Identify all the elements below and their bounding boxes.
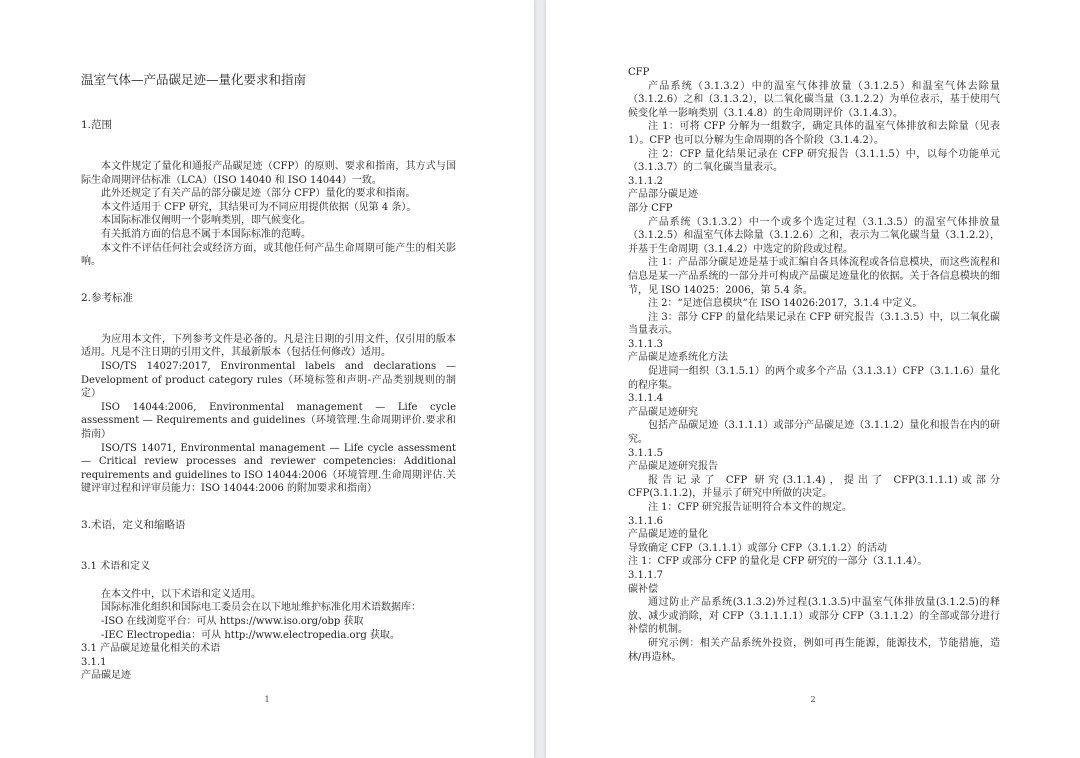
document-title: 温室气体—产品碳足迹—量化要求和指南 [81,72,307,87]
term-line: 3.1.1.2 [628,175,663,187]
section-3-heading: 3.术语，定义和缩略语 [81,518,186,531]
paragraph: 促进同一组织（3.1.5.1）的两个或多个产品（3.1.3.1）CFP（3.1.1.6）量化的程序集。 [628,366,1000,391]
term-line: 3.1.1.6 [628,515,663,527]
term-number: 3.1.1 [81,656,107,668]
term-line: 3.1.1.3 [628,338,663,350]
term-line: 导致确定 CFP（3.1.1.1）或部分 CFP（3.1.1.2）的活动 [628,542,887,554]
paragraph: 注 1：产品部分碳足迹是基于或汇编自各具体流程或各信息模块，而这些流程和信息是某一产品系统的一部分并可构成产品碳足迹量化的依据。关于各信息模块的细节，见 ISO 14025：2006，第 5.4 条。 [628,257,1000,296]
paragraph: -IEC Electropedia：可从 http://www.electropedia.org 获取。 [101,629,400,641]
term-name: 产品碳足迹 [81,670,131,682]
section-2-body [81,333,456,496]
term-line: 注 1：CFP 或部分 CFP 的量化是 CFP 研究的一部分（3.1.1.4）。 [628,556,928,568]
term-line: 产品碳足迹研究 [628,406,698,418]
reference-item: ISO/TS 14027:2017, Environmental labels and declarations — Development of product category rules（环境标签和声明-产品类别规则的制定） [81,360,456,400]
paragraph: 注 2：CFP 量化结果记录在 CFP 研究报告（3.1.1.5）中，以每个功能单元（3.1.3.7）的二氧化碳当量表示。 [628,148,1000,174]
paragraph: 注 2：“足迹信息模块”在 ISO 14026:2017，3.1.4 中定义。 [648,298,923,310]
section-1-heading: 1.范围 [81,119,113,131]
paragraph: 产品系统（3.1.3.2）中的温室气体排放量（3.1.2.5）和温室气体去除量（3.1.2.6）之和（3.1.3.2），以二氧化碳当量（3.1.2.2）为单位表示，基于使用气候变化单一影响类别（3.1.4.8）的生命周期评价（3.1.4.3）。 [628,80,1000,119]
paragraph: 此外还规定了有关产品的部分碳足迹（部分 CFP）量化的要求和指南。 [101,188,416,200]
paragraph: 本文件不评估任何社会或经济方面，或其他任何产品生命周期可能产生的相关影响。 [81,242,456,268]
page-number: 1 [264,695,270,704]
term-line: CFP [628,67,650,78]
paragraph: 本文件规定了量化和通报产品碳足迹（CFP）的原则、要求和指南，其方式与国际生命周期评估标准（LCA）（ISO 14040 和 ISO 14044）一致。 [81,161,456,186]
term-line: 3.1.1.7 [628,569,663,581]
paragraph: 本文件适用于 CFP 研究，其结果可为不同应用提供依据（见第 4 条）。 [101,201,417,213]
section-3-1-heading: 3.1 术语和定义 [81,560,151,572]
section-1-body [81,160,456,269]
page-2 [546,0,1080,758]
paragraph: 注 1：可将 CFP 分解为一组数字，确定具体的温室气体排放和去除量（见表 1）。CFP 也可以分解为生命周期的各个阶段（3.1.4.2）。 [628,121,1000,146]
term-line: 产品碳足迹的量化 [628,529,708,541]
paragraph: 本国际标准仅阐明一个影响类别，即气候变化。 [101,215,311,227]
paragraph: 有关抵消方面的信息不属于本国际标准的范畴。 [101,228,311,240]
section-3-1-body [81,588,456,683]
paragraph: 国际标准化组织和国际电工委员会在以下地址维护标准化用术语数据库： [101,602,421,614]
paragraph: -ISO 在线浏览平台：可从 https://www.iso.org/obp 获取 [101,616,364,628]
paragraph: 通过防止产品系统(3.1.3.2)外过程(3.1.3.5)中温室气体排放量(3.1.2.5)的释放、减少或消除，对 CFP（3.1.1.1.1）或部分 CFP（3.1.1.2）的全部或部分进行补偿的机制。 [628,597,1000,636]
term-line: 产品部分碳足迹 [628,189,698,201]
paragraph: 注 1：CFP 研究报告证明符合本文件的规定。 [648,502,853,513]
paragraph: 注 3：部分 CFP 的量化结果记录在 CFP 研究报告（3.1.3.5）中，以二氧化碳当量表示。 [628,311,1000,337]
paragraph: 报告记录了 CFP 研究(3.1.1.4)，提出了 CFP(3.1.1.1)或部分 CFP(3.1.1.2)，并显示了研究中所做的决定。 [628,474,1000,500]
paragraph: 产品系统（3.1.3.2）中一个或多个选定过程（3.1.3.5）的温室气体排放量（3.1.2.5）和温室气体去除量（3.1.2.6）之和，表示为二氧化碳当量（3.1.2.2），并基于生命周期（3.1.4.2）中选定的阶段或过程。 [628,216,1000,255]
paragraph: 包括产品碳足迹（3.1.1.1）或部分产品碳足迹（3.1.1.2）量化和报告在内的研究。 [628,420,1000,446]
paragraph: 为应用本文件，下列参考文件是必备的。凡是注日期的引用文件，仅引用的版本适用。凡是不注日期的引用文件，其最新版本（包括任何修改）适用。 [81,333,456,359]
paragraph: 研究示例：相关产品系统外投资，例如可再生能源，能源技术，节能措施，造林/再造林。 [628,637,1000,663]
reference-item: ISO 14044:2006, Environmental management — Life cycle assessment — Requirements and guidelines（环境管理.生命周期评价.要求和指南） [81,401,456,440]
term-line: 3.1.1.4 [628,393,663,405]
page-number: 2 [810,695,816,704]
term-line: 产品碳足迹研究报告 [628,461,718,473]
paragraph: 在本文件中，以下术语和定义适用。 [101,588,261,600]
reference-item: ISO/TS 14071, Environmental management — Life cycle assessment — Critical review processes and reviewer competencies: Additional requirements and guidelines to ISO 14044:2006（环境管理.生命周期评估.关键评审过程和评审员能力：ISO 14044:2006 的附加要求和指南） [81,442,456,495]
page-1 [0,0,534,758]
subsection-heading: 3.1 产品碳足迹量化相关的术语 [81,643,221,655]
term-line: 碳补偿 [628,583,658,595]
section-2-heading: 2.参考标准 [81,291,134,304]
term-line: 产品碳足迹系统化方法 [628,352,728,364]
term-line: 部分 CFP [628,202,673,214]
term-line: 3.1.1.5 [628,447,663,459]
page-2-content [546,0,1080,664]
page-1-content [0,0,534,683]
